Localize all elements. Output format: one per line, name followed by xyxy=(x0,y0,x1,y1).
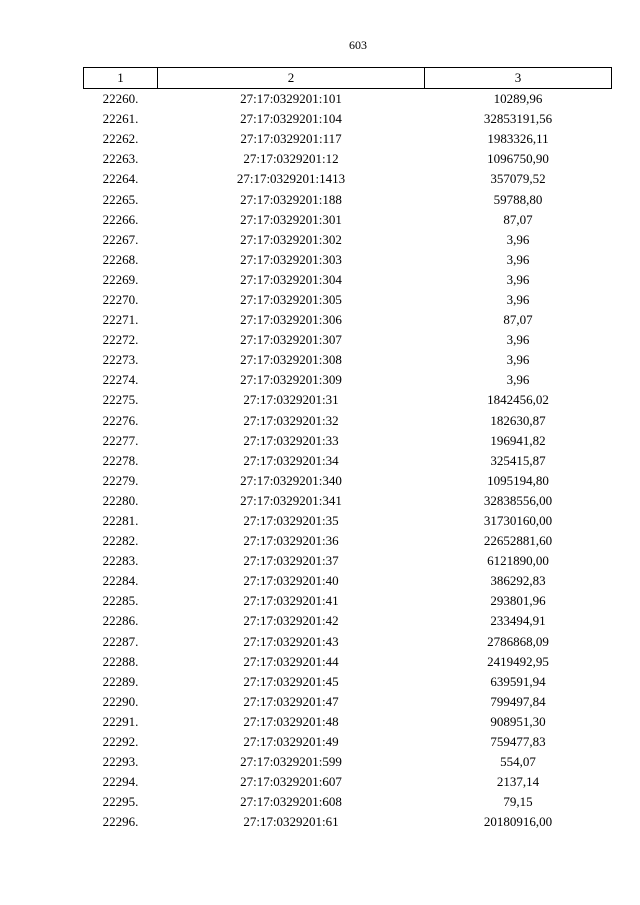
table-row xyxy=(84,109,612,129)
value: 2786868,09 xyxy=(487,633,549,649)
table-row xyxy=(84,491,612,511)
value: 1983326,11 xyxy=(487,131,549,147)
header-col-3: 3 xyxy=(425,68,612,89)
cadastral-number: 27:17:0329201:607 xyxy=(240,774,342,790)
value: 233494,91 xyxy=(490,613,546,629)
value: 3,96 xyxy=(506,291,530,307)
row-number: 22281. xyxy=(102,513,139,529)
row-number: 22275. xyxy=(102,392,139,408)
row-number: 22271. xyxy=(102,312,139,328)
cadastral-number: 27:17:0329201:49 xyxy=(243,734,339,750)
header-col-1: 1 xyxy=(84,68,158,89)
value: 10289,96 xyxy=(493,91,543,107)
row-number: 22269. xyxy=(102,271,139,287)
cadastral-number: 27:17:0329201:43 xyxy=(243,633,339,649)
table-row xyxy=(84,290,612,310)
value: 182630,87 xyxy=(490,412,546,428)
table-row xyxy=(84,189,612,209)
table-row xyxy=(84,210,612,230)
value: 386292,83 xyxy=(490,573,546,589)
header-col-2: 2 xyxy=(158,68,425,89)
row-number: 22261. xyxy=(102,111,139,127)
table-body xyxy=(84,89,612,833)
cadastral-number: 27:17:0329201:40 xyxy=(243,573,339,589)
cadastral-number: 27:17:0329201:34 xyxy=(243,452,339,468)
cadastral-number: 27:17:0329201:45 xyxy=(243,673,339,689)
table-row xyxy=(84,89,612,110)
table-row xyxy=(84,692,612,712)
row-number: 22285. xyxy=(102,593,139,609)
table-row xyxy=(84,471,612,491)
value: 3,96 xyxy=(506,352,530,368)
table-row xyxy=(84,230,612,250)
row-number: 22292. xyxy=(102,734,139,750)
row-number: 22294. xyxy=(102,774,139,790)
row-number: 22296. xyxy=(102,814,139,830)
table-row xyxy=(84,531,612,551)
row-number: 22295. xyxy=(102,794,139,810)
value: 6121890,00 xyxy=(487,553,549,569)
row-number: 22278. xyxy=(102,452,139,468)
value: 87,07 xyxy=(503,211,533,227)
cadastral-number: 27:17:0329201:101 xyxy=(240,91,342,107)
table-row xyxy=(84,632,612,652)
table-row xyxy=(84,370,612,390)
value: 908951,30 xyxy=(490,713,546,729)
value: 799497,84 xyxy=(490,693,546,709)
table-row xyxy=(84,310,612,330)
row-number: 22277. xyxy=(102,432,139,448)
row-number: 22284. xyxy=(102,573,139,589)
row-number: 22288. xyxy=(102,653,139,669)
table-row xyxy=(84,390,612,410)
table-row xyxy=(84,812,612,832)
value: 1095194,80 xyxy=(487,472,549,488)
value: 59788,80 xyxy=(493,191,543,207)
cadastral-number: 27:17:0329201:41 xyxy=(243,593,339,609)
table-row xyxy=(84,250,612,270)
cadastral-number: 27:17:0329201:36 xyxy=(243,533,339,549)
cadastral-number: 27:17:0329201:340 xyxy=(240,472,342,488)
table-row xyxy=(84,732,612,752)
table-row xyxy=(84,752,612,772)
cadastral-number: 27:17:0329201:608 xyxy=(240,794,342,810)
cadastral-number: 27:17:0329201:44 xyxy=(243,653,339,669)
value: 3,96 xyxy=(506,251,530,267)
row-number: 22265. xyxy=(102,191,139,207)
value: 87,07 xyxy=(503,312,533,328)
cadastral-number: 27:17:0329201:61 xyxy=(243,814,339,830)
cadastral-number: 27:17:0329201:308 xyxy=(240,352,342,368)
table-row xyxy=(84,451,612,471)
row-number: 22289. xyxy=(102,673,139,689)
value: 196941,82 xyxy=(490,432,546,448)
value: 32853191,56 xyxy=(483,111,553,127)
cadastral-number: 27:17:0329201:42 xyxy=(243,613,339,629)
row-number: 22280. xyxy=(102,492,139,508)
row-number: 22276. xyxy=(102,412,139,428)
table-row xyxy=(84,511,612,531)
cadastral-number: 27:17:0329201:32 xyxy=(243,412,339,428)
row-number: 22263. xyxy=(102,151,139,167)
table-row xyxy=(84,672,612,692)
cadastral-number: 27:17:0329201:35 xyxy=(243,513,339,529)
cadastral-number: 27:17:0329201:48 xyxy=(243,713,339,729)
row-number: 22270. xyxy=(102,291,139,307)
table-row xyxy=(84,551,612,571)
row-number: 22287. xyxy=(102,633,139,649)
value: 1842456,02 xyxy=(487,392,549,408)
row-number: 22272. xyxy=(102,332,139,348)
cadastral-number: 27:17:0329201:304 xyxy=(240,271,342,287)
table-header xyxy=(84,68,612,89)
table-row xyxy=(84,270,612,290)
row-number: 22262. xyxy=(102,131,139,147)
registry-table xyxy=(83,67,612,832)
value: 2419492,95 xyxy=(487,653,549,669)
header-row xyxy=(84,68,612,89)
row-number: 22264. xyxy=(102,171,139,187)
value: 22652881,60 xyxy=(483,533,553,549)
table-row xyxy=(84,169,612,189)
row-number: 22267. xyxy=(102,231,139,247)
cadastral-number: 27:17:0329201:1413 xyxy=(236,171,346,187)
table-row xyxy=(84,411,612,431)
table-row xyxy=(84,591,612,611)
value: 357079,52 xyxy=(490,171,546,187)
value: 293801,96 xyxy=(490,593,546,609)
value: 79,15 xyxy=(503,794,533,810)
value: 325415,87 xyxy=(490,452,546,468)
row-number: 22290. xyxy=(102,693,139,709)
cadastral-number: 27:17:0329201:12 xyxy=(243,151,339,167)
cadastral-number: 27:17:0329201:33 xyxy=(243,432,339,448)
page-number: 603 xyxy=(349,38,367,52)
table-row xyxy=(84,712,612,732)
cadastral-number: 27:17:0329201:301 xyxy=(240,211,342,227)
cadastral-number: 27:17:0329201:305 xyxy=(240,291,342,307)
row-number: 22282. xyxy=(102,533,139,549)
row-number: 22279. xyxy=(102,472,139,488)
cadastral-number: 27:17:0329201:306 xyxy=(240,312,342,328)
cadastral-number: 27:17:0329201:104 xyxy=(240,111,342,127)
value: 554,07 xyxy=(500,754,536,770)
cadastral-number: 27:17:0329201:117 xyxy=(240,131,342,147)
value: 20180916,00 xyxy=(483,814,553,830)
cadastral-number: 27:17:0329201:303 xyxy=(240,251,342,267)
value: 3,96 xyxy=(506,231,530,247)
cadastral-number: 27:17:0329201:309 xyxy=(240,372,342,388)
row-number: 22283. xyxy=(102,553,139,569)
row-number: 22291. xyxy=(102,713,139,729)
value: 759477,83 xyxy=(490,734,546,750)
cadastral-number: 27:17:0329201:37 xyxy=(243,553,339,569)
row-number: 22260. xyxy=(102,91,139,107)
cadastral-number: 27:17:0329201:599 xyxy=(240,754,342,770)
cadastral-number: 27:17:0329201:188 xyxy=(240,191,342,207)
table-row xyxy=(84,330,612,350)
cadastral-number: 27:17:0329201:302 xyxy=(240,231,342,247)
table-row xyxy=(84,350,612,370)
table-row xyxy=(84,652,612,672)
table-row xyxy=(84,571,612,591)
cadastral-number: 27:17:0329201:47 xyxy=(243,693,339,709)
value: 3,96 xyxy=(506,332,530,348)
table-row xyxy=(84,129,612,149)
cadastral-number: 27:17:0329201:307 xyxy=(240,332,342,348)
value: 639591,94 xyxy=(490,673,546,689)
value: 2137,14 xyxy=(496,774,540,790)
row-number: 22273. xyxy=(102,352,139,368)
row-number: 22286. xyxy=(102,613,139,629)
value: 31730160,00 xyxy=(483,513,553,529)
table-row xyxy=(84,611,612,631)
value: 3,96 xyxy=(506,372,530,388)
table-row xyxy=(84,431,612,451)
cadastral-number: 27:17:0329201:31 xyxy=(243,392,339,408)
row-number: 22266. xyxy=(102,211,139,227)
table-row xyxy=(84,792,612,812)
cadastral-number: 27:17:0329201:341 xyxy=(240,492,342,508)
value: 1096750,90 xyxy=(487,151,549,167)
row-number: 22268. xyxy=(102,251,139,267)
table-row xyxy=(84,149,612,169)
value: 3,96 xyxy=(506,271,530,287)
row-number: 22274. xyxy=(102,372,139,388)
row-number: 22293. xyxy=(102,754,139,770)
table-row xyxy=(84,772,612,792)
value: 32838556,00 xyxy=(483,492,553,508)
